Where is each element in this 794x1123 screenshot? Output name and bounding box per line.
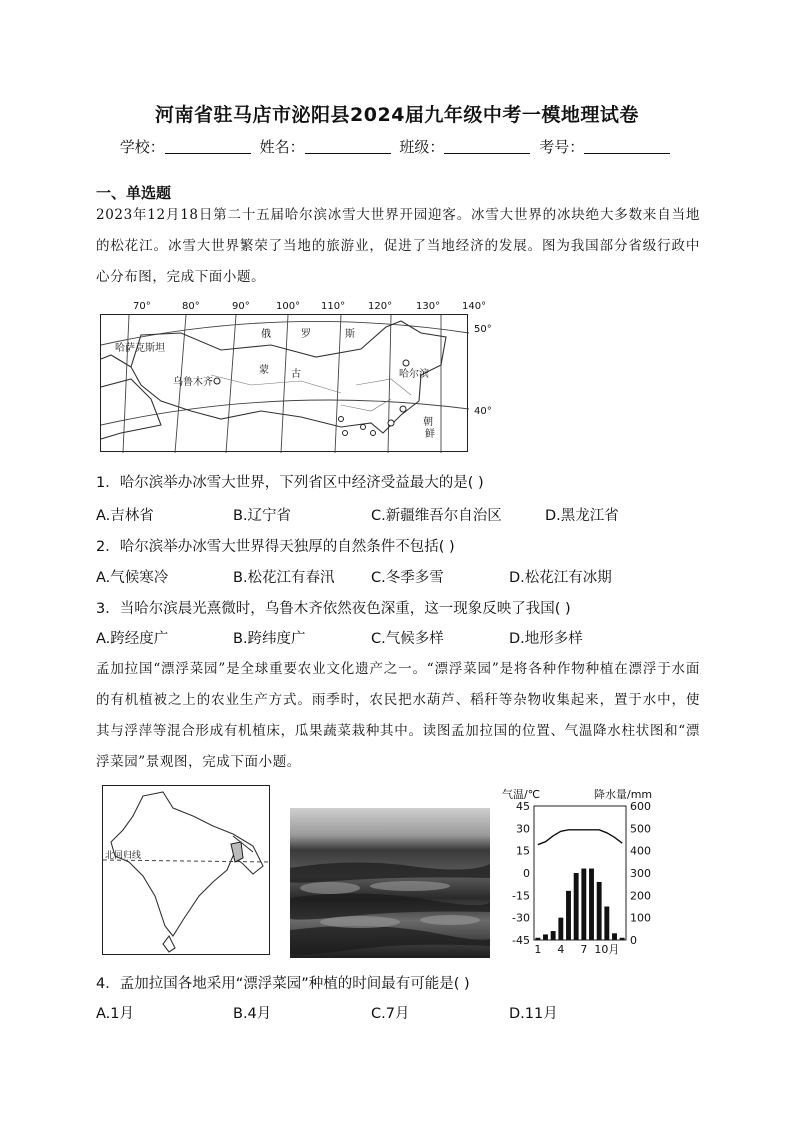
question-4: 4．孟加拉国各地采用“漂浮菜园”种植的时间最有可能是( ) [96,976,470,992]
map-label-urumqi: 乌鲁木齐 [173,377,213,388]
precip-bar [566,891,571,940]
exam-number-label: 考号： [539,138,585,156]
precip-bar [604,907,609,941]
map-lines [101,315,469,453]
option[interactable]: D.11月 [509,1006,558,1022]
month-tick-label: 10月 [594,943,620,956]
class-label: 班级： [399,138,445,156]
precip-bar [589,869,594,940]
temp-tick-label: 0 [523,867,530,880]
temp-tick-label: -45 [512,934,530,947]
temperature-line [538,830,622,845]
passage-harbin: 2023年12月18日第二十五届哈尔滨冰雪大世界开园迎客。冰雪大世界的冰块绝大多数来自当地的松花江。冰雪大世界繁荣了当地的旅游业，促进了当地经济的发展。图为我国部分省级行政中心分布图，完成下面小题。 [96,207,700,285]
precip-bar [612,933,617,940]
map-label-russia-1: 俄 [261,329,271,340]
lon-label: 120° [368,301,393,312]
option[interactable]: B.4月 [233,1006,272,1022]
map-label-korea-2: 鲜 [425,429,435,440]
precip-bar [574,873,579,940]
option[interactable]: C.新疆维吾尔自治区 [371,508,502,524]
option[interactable]: A.跨经度广 [96,631,169,647]
photo-texture [290,808,490,958]
precip-bar [535,938,540,940]
question-3-options [96,627,696,648]
south-asia-outline [103,786,271,956]
temp-tick-label: -30 [512,911,530,925]
question-1: 1．哈尔滨举办冰雪大世界，下列省区中经济受益最大的是( ) [96,475,484,491]
precip-tick-label: 600 [630,800,651,813]
floating-garden-photo [290,808,490,958]
map-label-harbin: 哈尔滨 [399,369,429,380]
lon-label: 100° [276,301,301,312]
lon-label: 110° [321,301,346,312]
precip-bar [597,882,602,940]
left-axis-label: 气温/℃ [502,788,541,801]
class-blank[interactable] [444,139,530,154]
china-capitals-map [100,314,468,452]
precip-tick-label: 100 [630,911,651,925]
south-asia-map [102,785,270,955]
precip-bar [543,934,548,940]
school-blank[interactable] [165,139,251,154]
map-label-kazakhstan: 哈萨克斯坦 [115,343,165,354]
question-4-options [96,1002,696,1023]
option[interactable]: D.松花江有冰期 [509,570,612,586]
option[interactable]: D.地形多样 [509,631,583,647]
option[interactable]: A.气候寒冷 [96,570,169,586]
precip-tick-label: 300 [630,867,651,880]
precip-bar [558,918,563,940]
option[interactable]: A.吉林省 [96,508,154,524]
precip-tick-label: 0 [630,934,637,947]
exam-number-blank[interactable] [584,139,670,154]
right-axis-label: 降水量/mm [594,788,653,801]
section-title: 一、单选题 [96,184,172,202]
map-label-russia-3: 斯 [345,329,355,340]
map-label-korea-1: 朝 [423,417,433,428]
student-info-line [0,136,794,157]
school-label: 学校： [119,138,165,156]
lon-label: 140° [462,301,487,312]
lat-label: 40° [474,406,492,417]
option[interactable]: B.辽宁省 [233,508,292,524]
question-2: 2．哈尔滨举办冰雪大世界得天独厚的自然条件不包括( ) [96,539,455,555]
lon-label: 130° [416,301,441,312]
map-label-mongolia-2: 古 [291,369,301,380]
option[interactable]: C.气候多样 [371,631,444,647]
option[interactable]: B.松花江有春汛 [233,570,335,586]
precip-tick-label: 200 [630,889,651,903]
temp-tick-label: -15 [512,889,530,903]
name-blank[interactable] [305,139,391,154]
lon-label: 90° [232,301,250,312]
temp-tick-label: 30 [516,822,530,836]
map-label-mongolia-1: 蒙 [259,365,269,376]
month-tick-label: 4 [557,943,565,956]
lon-label: 80° [182,301,200,312]
plot-frame [534,806,626,940]
map-label-russia-2: 罗 [301,329,311,340]
option[interactable]: C.7月 [371,1006,410,1022]
month-tick-label: 7 [580,943,588,956]
temp-tick-label: 15 [516,844,530,858]
question-3: 3．当哈尔滨晨光熹微时，乌鲁木齐依然夜色深重，这一现象反映了我国( ) [96,601,571,617]
option[interactable]: B.跨纬度广 [233,631,306,647]
precip-bar [551,931,556,940]
option[interactable]: A.1月 [96,1006,134,1022]
exam-title: 河南省驻马店市泌阳县2024届九年级中考一模地理试卷 [155,104,639,126]
precip-tick-label: 400 [630,844,651,858]
option[interactable]: C.冬季多雪 [371,570,444,586]
lat-label: 50° [474,324,492,335]
precip-bar [581,869,586,940]
precip-tick-label: 500 [630,822,651,836]
precip-bar [620,938,625,940]
climate-chart-svg [500,786,658,962]
name-label: 姓名： [259,138,305,156]
tropic-label: 北回归线 [105,851,142,861]
question-2-options [96,566,696,587]
climate-chart [500,786,658,962]
option[interactable]: D.黑龙江省 [545,508,619,524]
month-tick-label: 1 [534,943,542,956]
temp-tick-label: 45 [516,800,530,813]
passage-bangladesh: 孟加拉国“漂浮菜园”是全球重要农业文化遗产之一。“漂浮菜园”是将各种作物种植在漂浮于水面的有机植被之上的农业生产方式。雨季时，农民把水葫芦、稻秆等杂物收集起来，置于水中，使其与浮萍等混合形成有机植床，瓜果蔬菜栽种其中。读图孟加拉国的位置、气温降水柱状图和“漂浮菜园”景观图，完成下面小题。 [96,661,700,770]
question-1-options [96,504,696,525]
lon-label: 70° [133,301,151,312]
